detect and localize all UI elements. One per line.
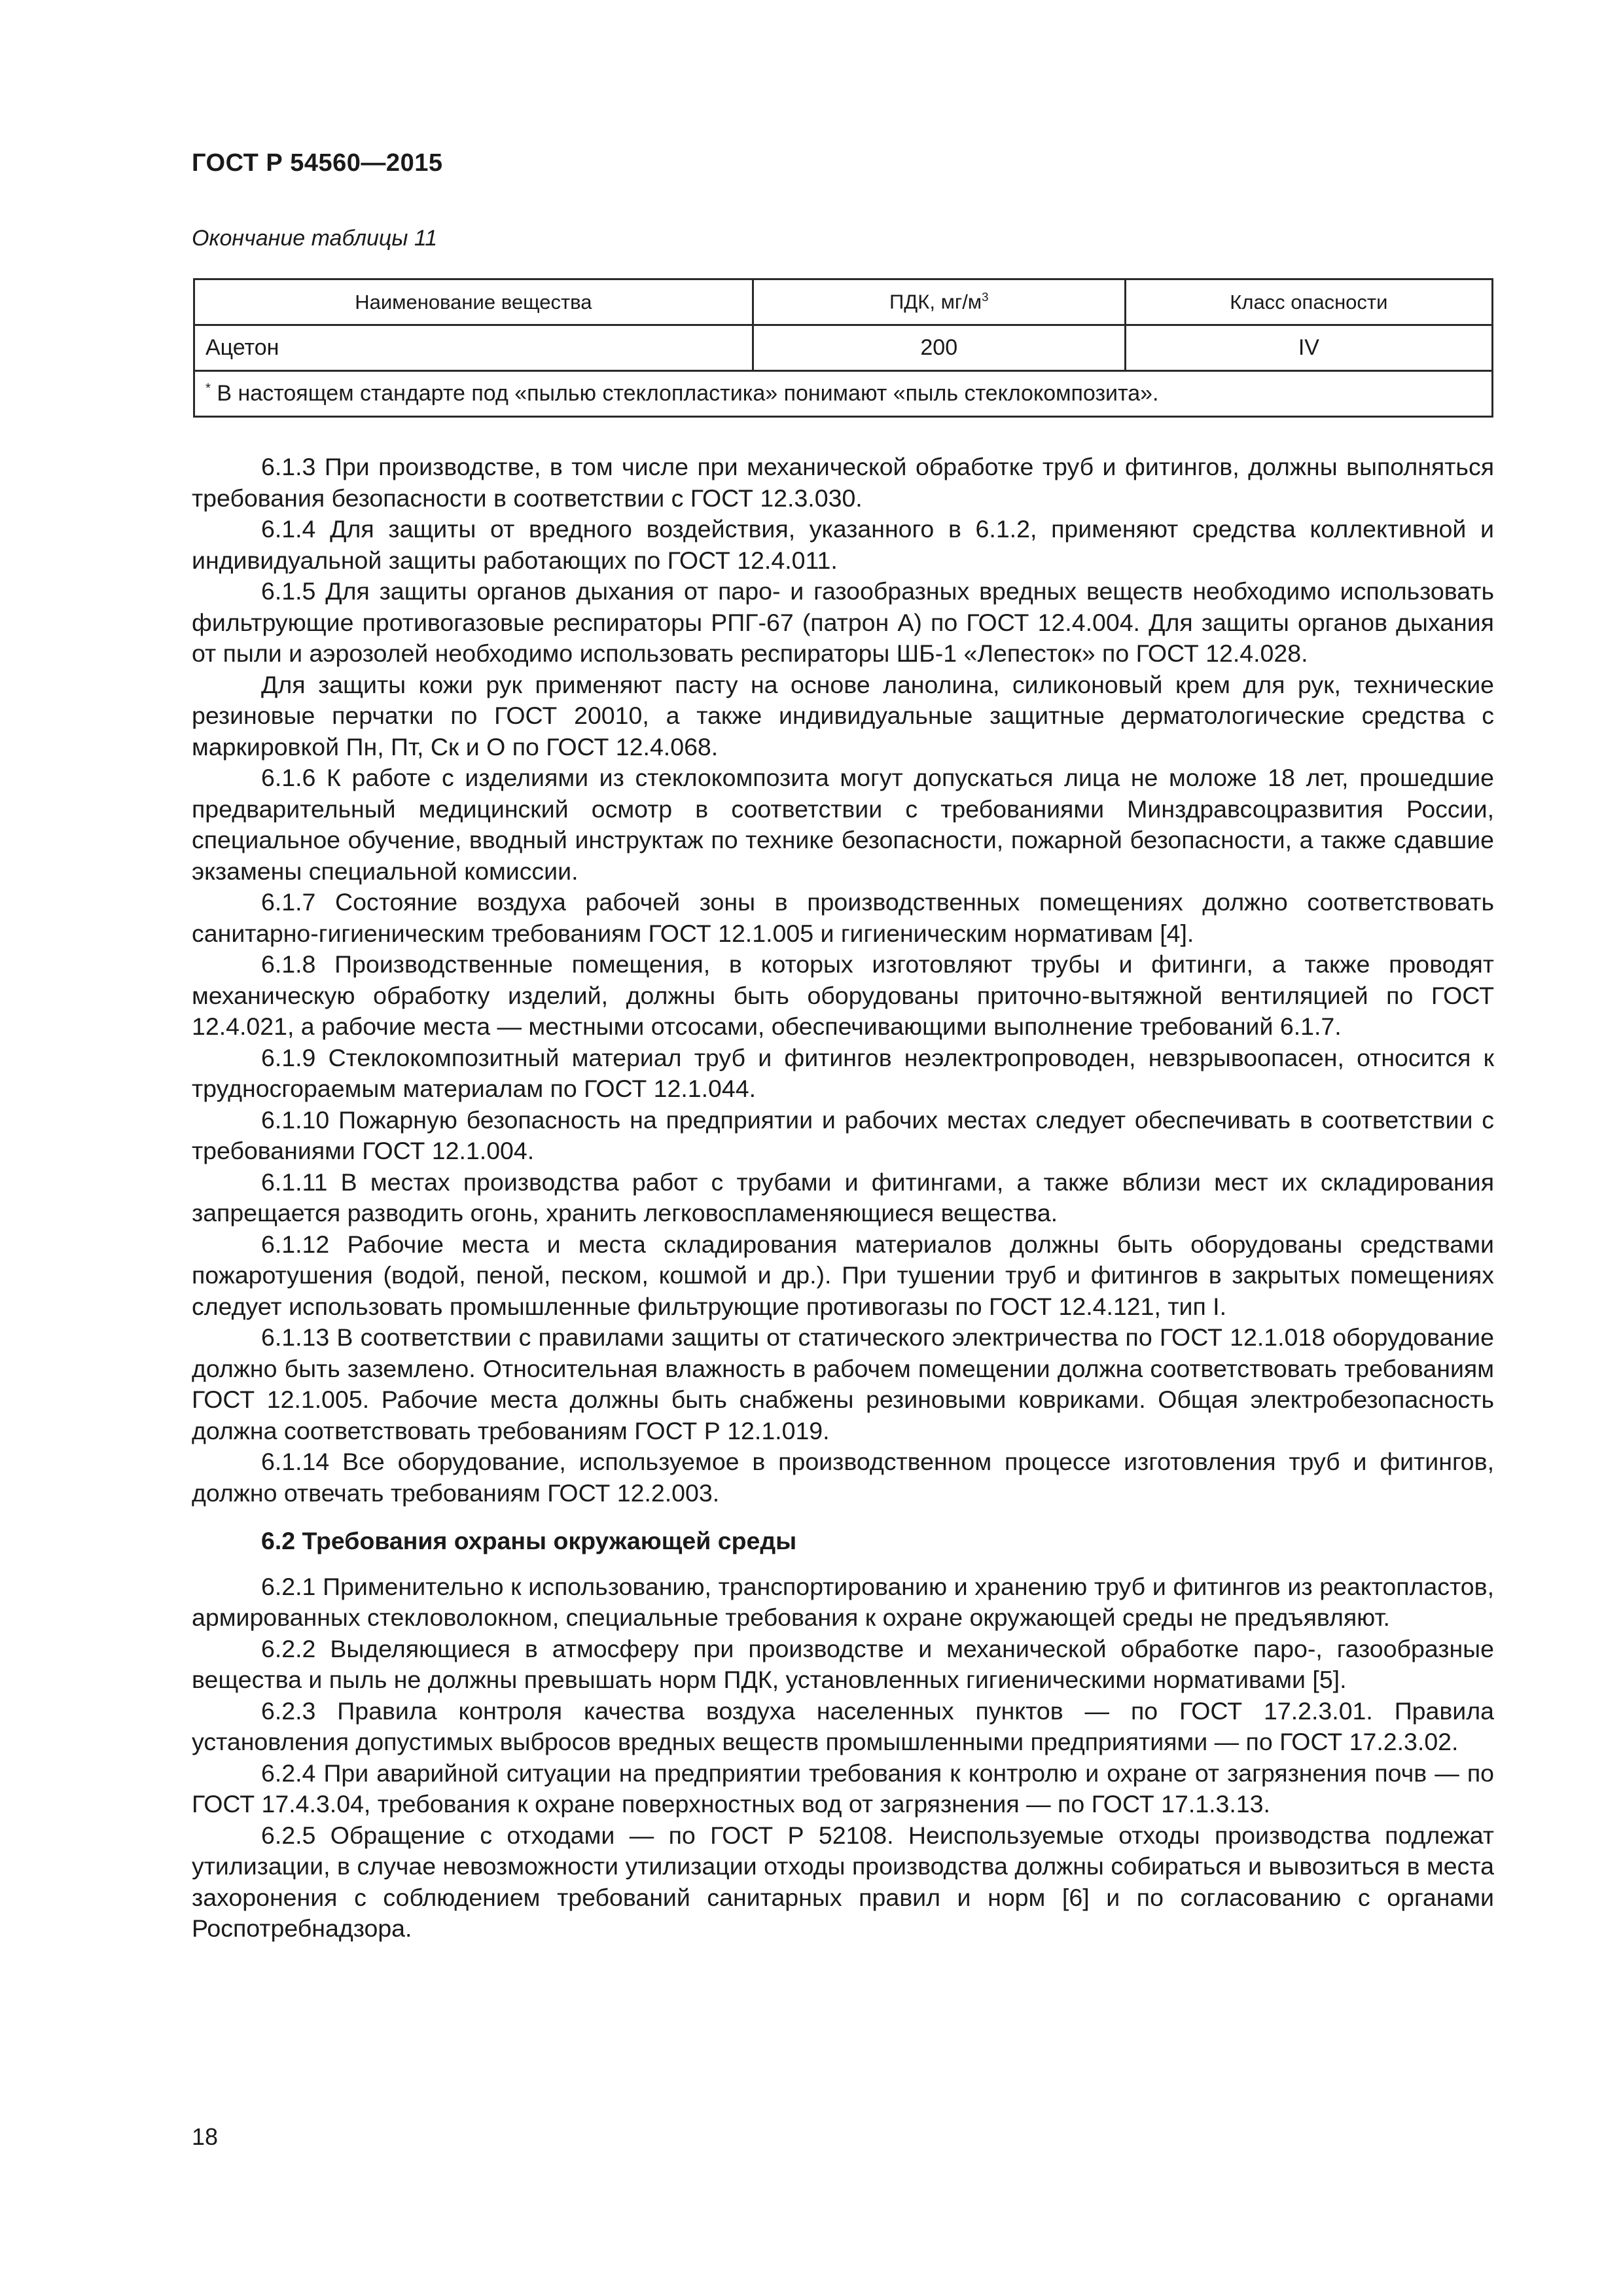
- table-row: [194, 325, 1493, 371]
- table-header-row: [194, 279, 1493, 325]
- paragraph: 6.2.3 Правила контроля качества воздуха населенных пунктов — по ГОСТ 17.2.3.01. Правила установления допустимых выбросов вредных веществ промышленными предприятиями — по ГОСТ 17.2.3.02.: [192, 1696, 1494, 1755]
- header-pdk: [753, 279, 1125, 325]
- page-number: 18: [192, 2123, 219, 2150]
- header-hazard-class: Класс опасности: [1125, 279, 1492, 325]
- paragraph: Для защиты кожи рук применяют пасту на основе ланолина, силиконовый крем для рук, технические резиновые перчатки по ГОСТ 20010, а также индивидуальные защитные дерматологические средства с маркировкой Пн, Пт, Ск и О по ГОСТ 12.4.068.: [192, 670, 1494, 761]
- table-note: [194, 371, 1493, 417]
- paragraph: 6.1.11 В местах производства работ с трубами и фитингами, а также вблизи мест их складирования запрещается разводить огонь, хранить легковоспламеняющиеся вещества.: [192, 1168, 1494, 1227]
- table-caption: Окончание таблицы 11: [192, 226, 438, 251]
- paragraph: 6.1.10 Пожарную безопасность на предприятии и рабочих местах следует обеспечивать в соответствии с требованиями ГОСТ 12.1.004.: [192, 1105, 1494, 1164]
- paragraph: 6.1.8 Производственные помещения, в которых изготовляют трубы и фитинги, а также проводят механическую обработку изделий, должны быть оборудованы приточно-вытяжной вентиляцией по ГОСТ 12.4.021, а рабочие места — местными отсосами, обеспечивающими выполнение требований 6.1.7.: [192, 950, 1494, 1040]
- cell-substance-name: Ацетон: [194, 325, 753, 371]
- paragraph: 6.1.5 Для защиты органов дыхания от паро- и газообразных вредных веществ необходимо использовать фильтрующие противогазовые респираторы РПГ-67 (патрон А) по ГОСТ 12.4.004. Для защиты органов дыхания от пыли и аэрозолей необходимо использовать респираторы ШБ-1 «Лепесток» по ГОСТ 12.4.028.: [192, 577, 1494, 667]
- paragraph: 6.2.1 Применительно к использованию, транспортированию и хранению труб и фитингов из реактопластов, армированных стекловолокном, специальные требования к охране окружающей среды не предъявляют.: [192, 1572, 1494, 1631]
- header-substance-name: Наименование вещества: [194, 279, 753, 325]
- header-pdk-superscript: 3: [982, 290, 989, 304]
- paragraph: 6.2.2 Выделяющиеся в атмосферу при производстве и механической обработке паро-, газообразные вещества и пыль не должны превышать норм ПДК, установленных гигиеническими нормативами [5].: [192, 1634, 1494, 1693]
- cell-pdk: 200: [753, 325, 1125, 371]
- paragraph: 6.1.12 Рабочие места и места складирования материалов должны быть оборудованы средствами пожаротушения (водой, пеной, песком, кошмой и др.). При тушении труб и фитингов в закрытых помещениях следует использовать промышленные фильтрующие противогазы по ГОСТ 12.4.121, тип I.: [192, 1230, 1494, 1320]
- document-id-header: ГОСТ Р 54560—2015: [192, 149, 443, 177]
- note-text: В настоящем стандарте под «пылью стеклопластика» понимают «пыль стеклокомпозита».: [217, 381, 1159, 406]
- paragraph: 6.1.13 В соответствии с правилами защиты от статического электричества по ГОСТ 12.1.018 оборудование должно быть заземлено. Относительная влажность в рабочем помещении должна соответствовать требованиям ГОСТ 12.1.005. Рабочие места должны быть снабжены резиновыми ковриками. Общая электробезопасность должна соответствовать требованиям ГОСТ Р 12.1.019.: [192, 1323, 1494, 1444]
- paragraph: 6.2.5 Обращение с отходами — по ГОСТ Р 52108. Неиспользуемые отходы производства подлежат утилизации, в случае невозможности утилизации отходы производства должны собираться и вывозиться в места захоронения с соблюдением требований санитарных правил и норм [6] и по согласованию с органами Роспотребнадзора.: [192, 1821, 1494, 1942]
- section-heading: 6.2 Требования охраны окружающей среды: [261, 1527, 797, 1554]
- paragraph: 6.1.3 При производстве, в том числе при механической обработке труб и фитингов, должны выполняться требования безопасности в соответствии с ГОСТ 12.3.030.: [192, 453, 1494, 512]
- paragraph: 6.1.7 Состояние воздуха рабочей зоны в производственных помещениях должно соответствовать санитарно-гигиеническим требованиям ГОСТ 12.1.005 и гигиеническим нормативам [4].: [192, 888, 1494, 947]
- header-pdk-label: ПДК, мг/м: [889, 290, 982, 314]
- paragraph: 6.1.4 Для защиты от вредного воздействия, указанного в 6.1.2, применяют средства коллективной и индивидуальной защиты работающих по ГОСТ 12.4.011.: [192, 515, 1494, 574]
- paragraph: 6.1.14 Все оборудование, используемое в производственном процессе изготовления труб и фитингов, должно отвечать требованиям ГОСТ 12.2.003.: [192, 1448, 1494, 1507]
- substances-table: [193, 278, 1493, 418]
- paragraph: 6.1.9 Стеклокомпозитный материал труб и фитингов неэлектропроводен, невзрывоопасен, относится к трудносгораемым материалам по ГОСТ 12.1.044.: [192, 1043, 1494, 1102]
- paragraph: 6.1.6 К работе с изделиями из стеклокомпозита могут допускаться лица не моложе 18 лет, прошедшие предварительный медицинский осмотр в соответствии с требованиями Минздравсоцразвития России, специальное обучение, вводный инструктаж по технике безопасности, пожарной безопасности, а также сдавшие экзамены специальной комиссии.: [192, 764, 1494, 885]
- document-body: [192, 452, 1494, 1945]
- note-mark: *: [205, 381, 211, 396]
- paragraph: 6.2.4 При аварийной ситуации на предприятии требования к контролю и охране от загрязнения почв — по ГОСТ 17.4.3.04, требования к охране поверхностных вод от загрязнения — по ГОСТ 17.1.3.13.: [192, 1759, 1494, 1818]
- cell-hazard-class: IV: [1125, 325, 1492, 371]
- table-note-row: [194, 371, 1493, 417]
